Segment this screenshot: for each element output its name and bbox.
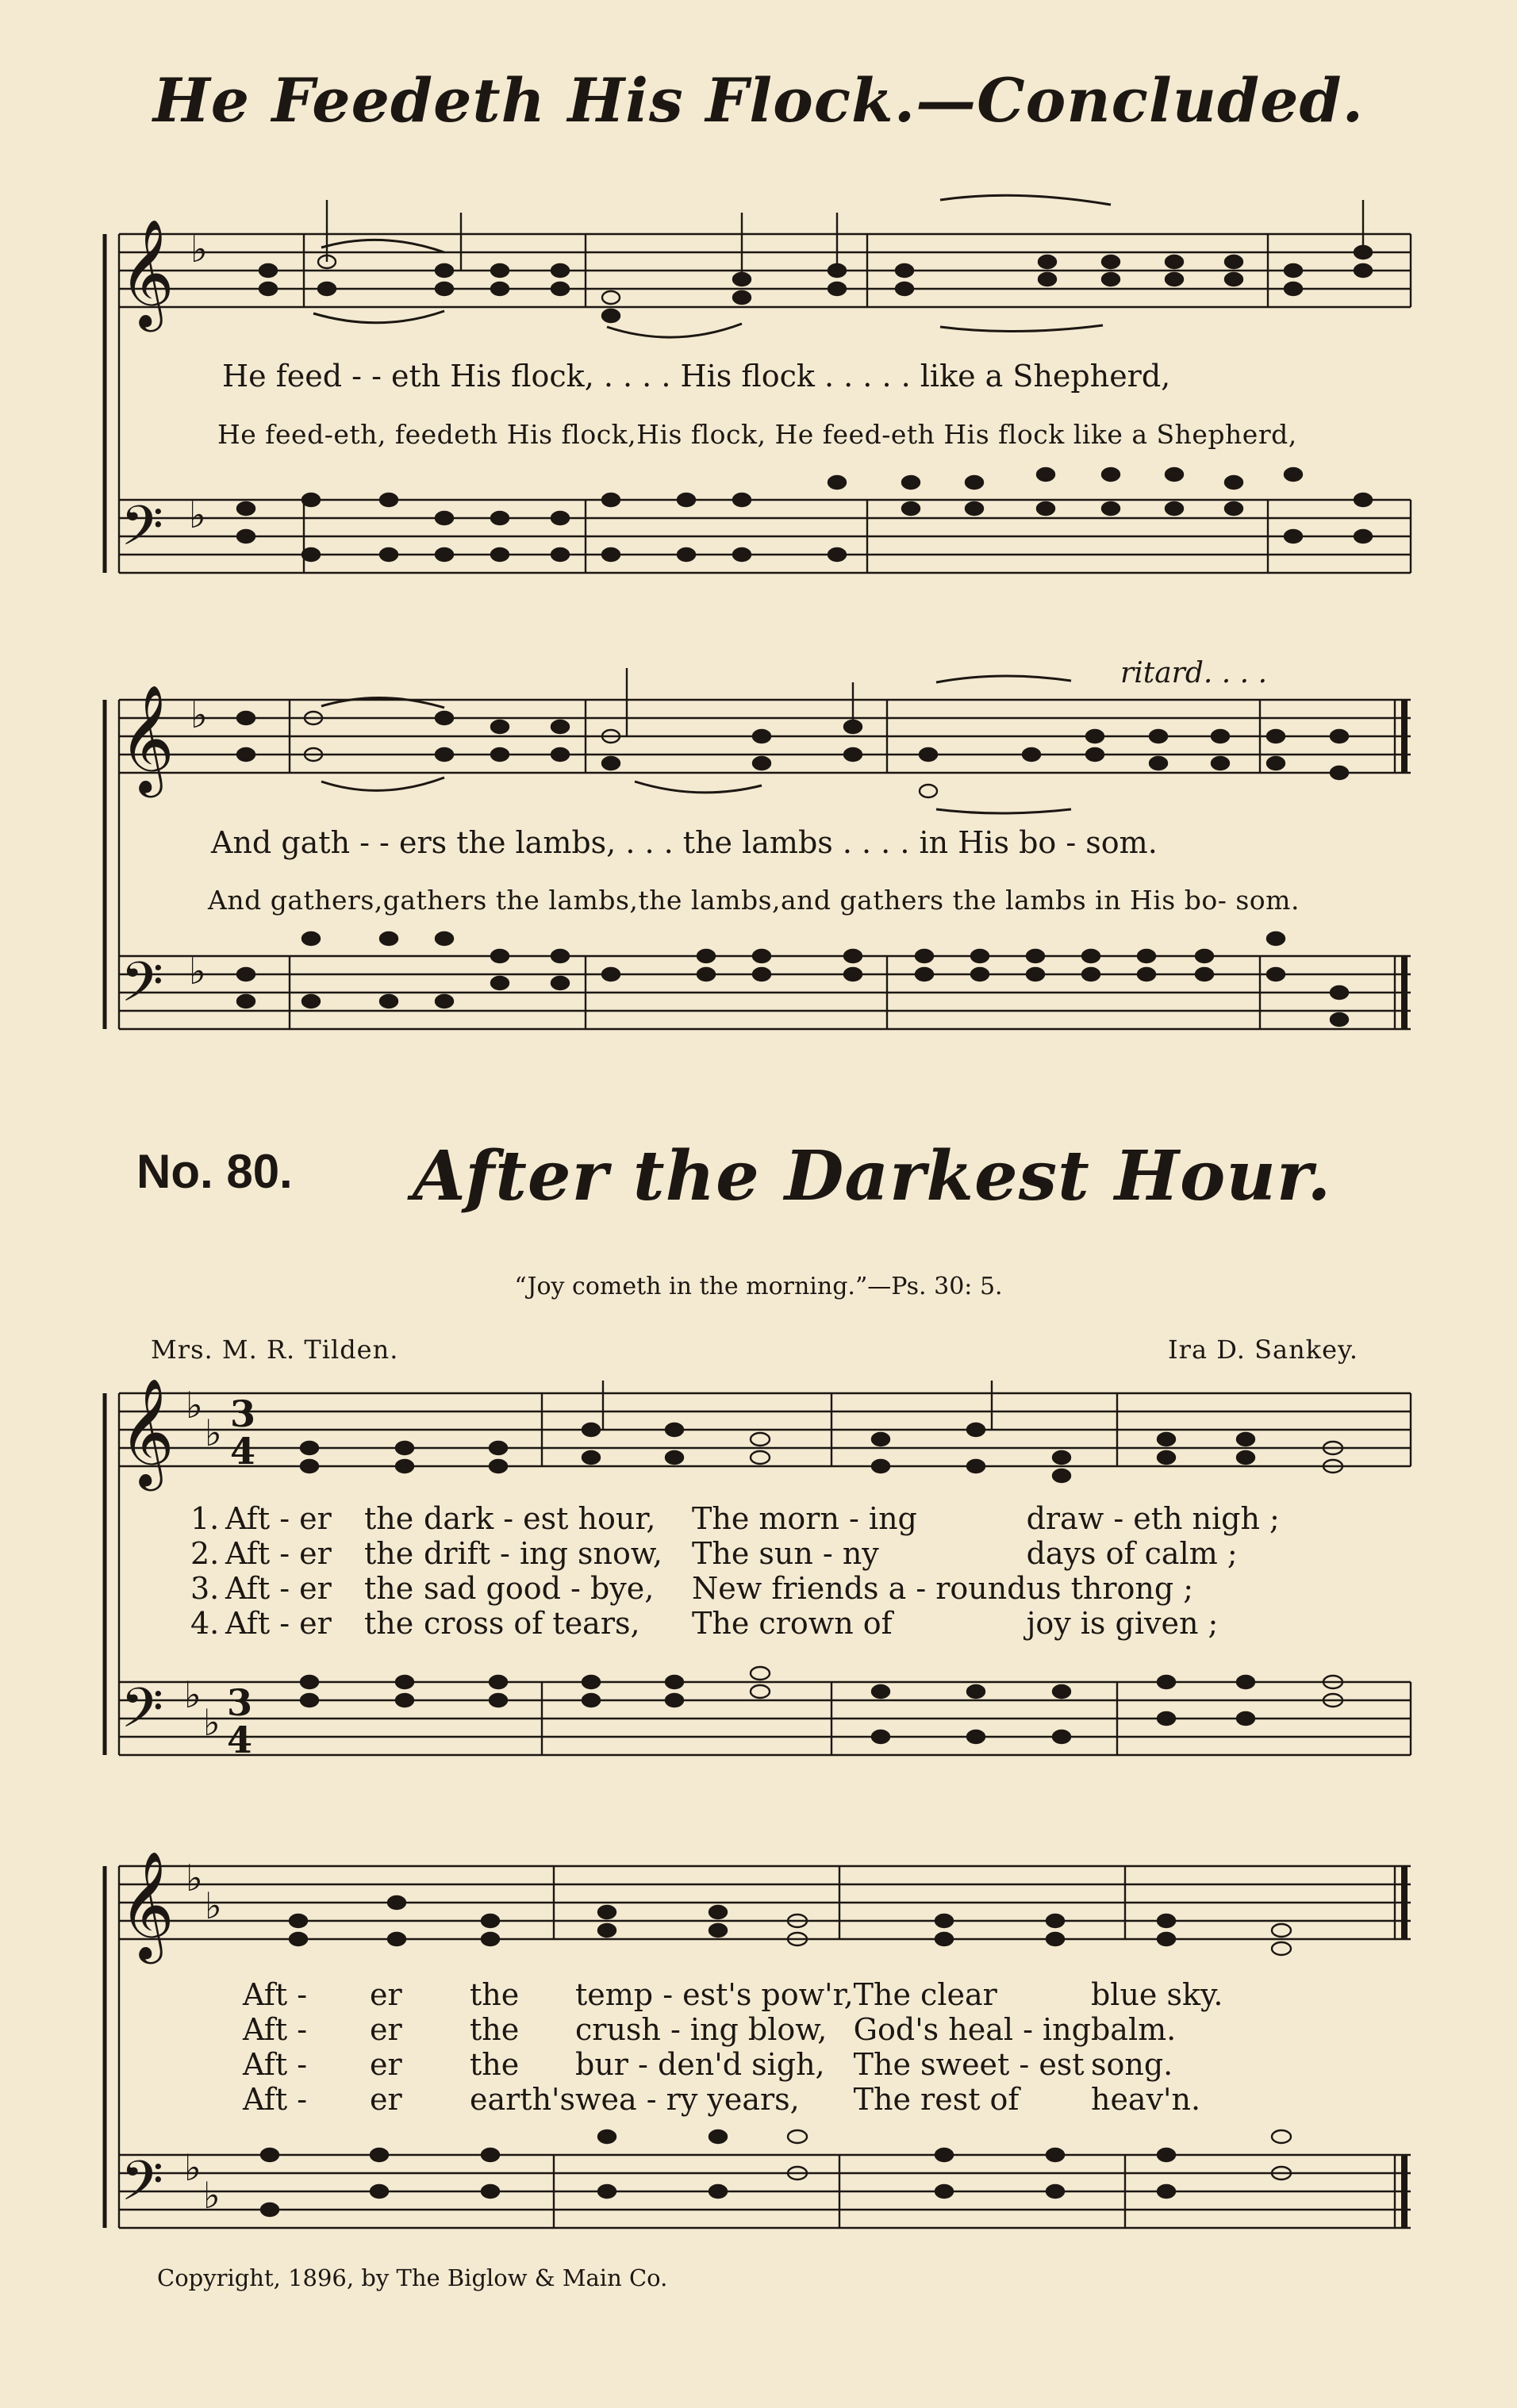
- staff-system1-treble: [119, 234, 1411, 307]
- svg-text:♭: ♭: [184, 1673, 202, 1716]
- verses-line2: [243, 1977, 1223, 2117]
- hymn-title: After the Darkest Hour.: [413, 1136, 1332, 1216]
- verse-row: Aft - er the crush - ing blow, God's heal - ing balm.: [243, 2012, 1177, 2047]
- svg-text:♭: ♭: [205, 1411, 222, 1454]
- svg-text:♭: ♭: [205, 1884, 222, 1927]
- page-title-concluded: He Feedeth His Flock.—Concluded.: [152, 65, 1365, 136]
- system1-bass-lyric: He feed-eth, feedeth His flock,His flock, He feed-eth His flock like a Shepherd,: [217, 419, 1297, 450]
- author-credit: Mrs. M. R. Tilden.: [151, 1335, 399, 1365]
- scripture-reference: “Joy cometh in the morning.”—Ps. 30: 5.: [514, 1273, 1003, 1300]
- svg-text:♭: ♭: [203, 1701, 221, 1744]
- svg-text:4: 4: [227, 1719, 253, 1761]
- svg-text:♭: ♭: [203, 2174, 221, 2217]
- svg-text:♭: ♭: [189, 950, 206, 993]
- svg-text:𝄞: 𝄞: [119, 1377, 175, 1486]
- system2-bass-lyric: And gathers,gathers the lambs,the lambs,and gathers the lambs in His bo- som.: [208, 885, 1300, 916]
- svg-text:♭: ♭: [190, 693, 208, 736]
- svg-text:𝄢: 𝄢: [121, 2149, 164, 2226]
- svg-text:♭: ♭: [190, 228, 208, 271]
- verse-row: 2. Aft - er the drift - ing snow, The sun - ny days of calm ;: [190, 1536, 1238, 1571]
- verse-row: Aft - er the temp - est's pow'r, The clear blue sky.: [243, 1977, 1223, 2012]
- ritard-marking: ritard. . . .: [1120, 657, 1268, 689]
- verses-line1: [190, 1501, 1280, 1641]
- verse-row: 1. Aft - er the dark - est hour, The morn - ing draw - eth nigh ;: [190, 1501, 1280, 1536]
- svg-text:3: 3: [227, 1681, 253, 1724]
- svg-text:♭: ♭: [186, 1857, 203, 1899]
- svg-text:3: 3: [230, 1392, 256, 1435]
- copyright-notice: Copyright, 1896, by The Biglow & Main Co.: [157, 2264, 668, 2291]
- svg-text:♭: ♭: [186, 1384, 203, 1427]
- verse-row: Aft - er earth's wea - ry years, The rest of heav'n.: [243, 2082, 1201, 2117]
- svg-text:♭: ♭: [189, 494, 206, 536]
- hymn-number: No. 80.: [136, 1145, 293, 1198]
- system2-soprano-lyric: And gath - - ers the lambs, . . . the lambs . . . . in His bo - som.: [211, 825, 1158, 860]
- verse-row: Aft - er the bur - den'd sigh, The sweet - est song.: [243, 2047, 1173, 2082]
- composer-credit: Ira D. Sankey.: [1168, 1335, 1358, 1365]
- svg-text:𝄞: 𝄞: [119, 1849, 175, 1959]
- svg-text:𝄢: 𝄢: [121, 950, 164, 1027]
- svg-text:4: 4: [230, 1430, 256, 1473]
- verse-row: 3. Aft - er the sad good - bye, New friends a - round us throng ;: [190, 1571, 1194, 1606]
- svg-text:𝄞: 𝄞: [119, 217, 175, 327]
- verse-row: 4. Aft - er the cross of tears, The crown of joy is given ;: [190, 1606, 1219, 1641]
- system1-soprano-lyric: He feed - - eth His flock, . . . . His flock . . . . . like a Shepherd,: [222, 359, 1171, 394]
- svg-text:♭: ♭: [184, 2146, 202, 2189]
- svg-text:𝄞: 𝄞: [119, 683, 175, 793]
- svg-text:𝄢: 𝄢: [121, 1676, 164, 1753]
- staff-system1-bass: [119, 500, 1411, 573]
- svg-text:𝄢: 𝄢: [121, 494, 164, 571]
